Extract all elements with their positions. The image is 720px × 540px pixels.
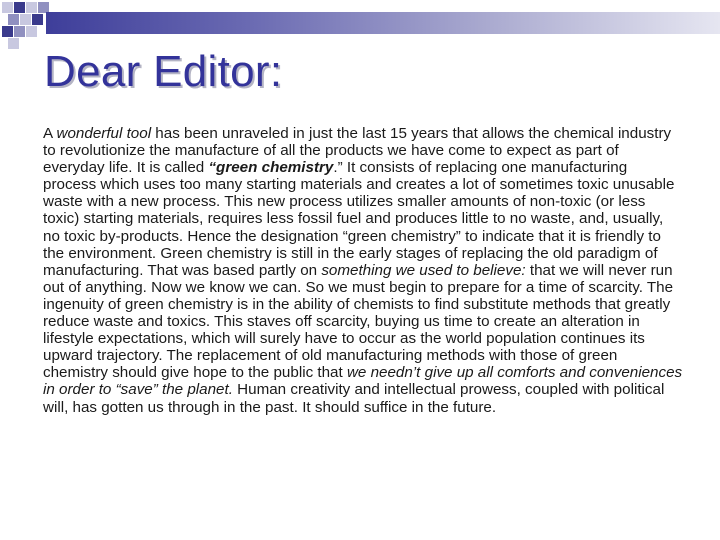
text-segment-emphasis: something we used to believe:: [321, 261, 526, 279]
deco-square: [14, 2, 25, 13]
text-segment: has been unraveled in just the last 15 years that allows the chemical industry to revolutionize the manufacture of all the products we have come to expect as part of everyday life. It is called: [43, 125, 672, 177]
text-segment: Human creativity and intellectual prowess, coupled with political will, has gotten us through in the past. It should suffice in the future.: [43, 381, 665, 416]
text-segment: .” It consists of replacing one manufacturing process which uses too many starting materials and creates a lot of sometimes toxic unusable waste with a new process. This new process utilizes smaller amounts of non-toxic (or less toxic) starting materials, requires less fossil fuel and produces little to no waste, and, usually, no toxic by-products. Hence the designation “green chemistry” to indicate that it is friendly to the environment. Green chemistry is still in the early stages of replacing the old paradigm of manufacturing. That was based partly on: [43, 159, 675, 279]
deco-square: [14, 26, 25, 37]
letter-body: [43, 125, 683, 416]
decorative-header-band: [0, 0, 720, 34]
text-segment: A: [43, 125, 57, 142]
text-segment-emphasis: we needn’t give up all comforts and conveniences in order to “save” the planet.: [43, 364, 683, 399]
slide-title: Dear Editor:: [44, 47, 283, 96]
deco-square: [2, 2, 13, 13]
text-segment: that we will never run out of anything. Now we know we can. So we must begin to prepare for a time of scarcity. The ingenuity of green chemistry is in the ability of chemists to find substitute methods that greatly reduce waste and toxics. This staves off scarcity, buying us time to create an alteration in lifestyle expectations, which will surely have to occur as the world population continues its upward trajectory. The replacement of old manufacturing methods with those of green chemistry should give hope to the public that: [43, 261, 674, 382]
deco-square: [20, 14, 31, 25]
text-segment-strong-emphasis: “green chemistry: [208, 159, 334, 177]
deco-square: [8, 14, 19, 25]
deco-square: [26, 26, 37, 37]
deco-square: [26, 2, 37, 13]
deco-square: [8, 38, 19, 49]
text-segment-emphasis: wonderful tool: [56, 125, 152, 142]
header-gradient-bar: [46, 12, 720, 34]
deco-square: [32, 14, 43, 25]
deco-square: [2, 26, 13, 37]
